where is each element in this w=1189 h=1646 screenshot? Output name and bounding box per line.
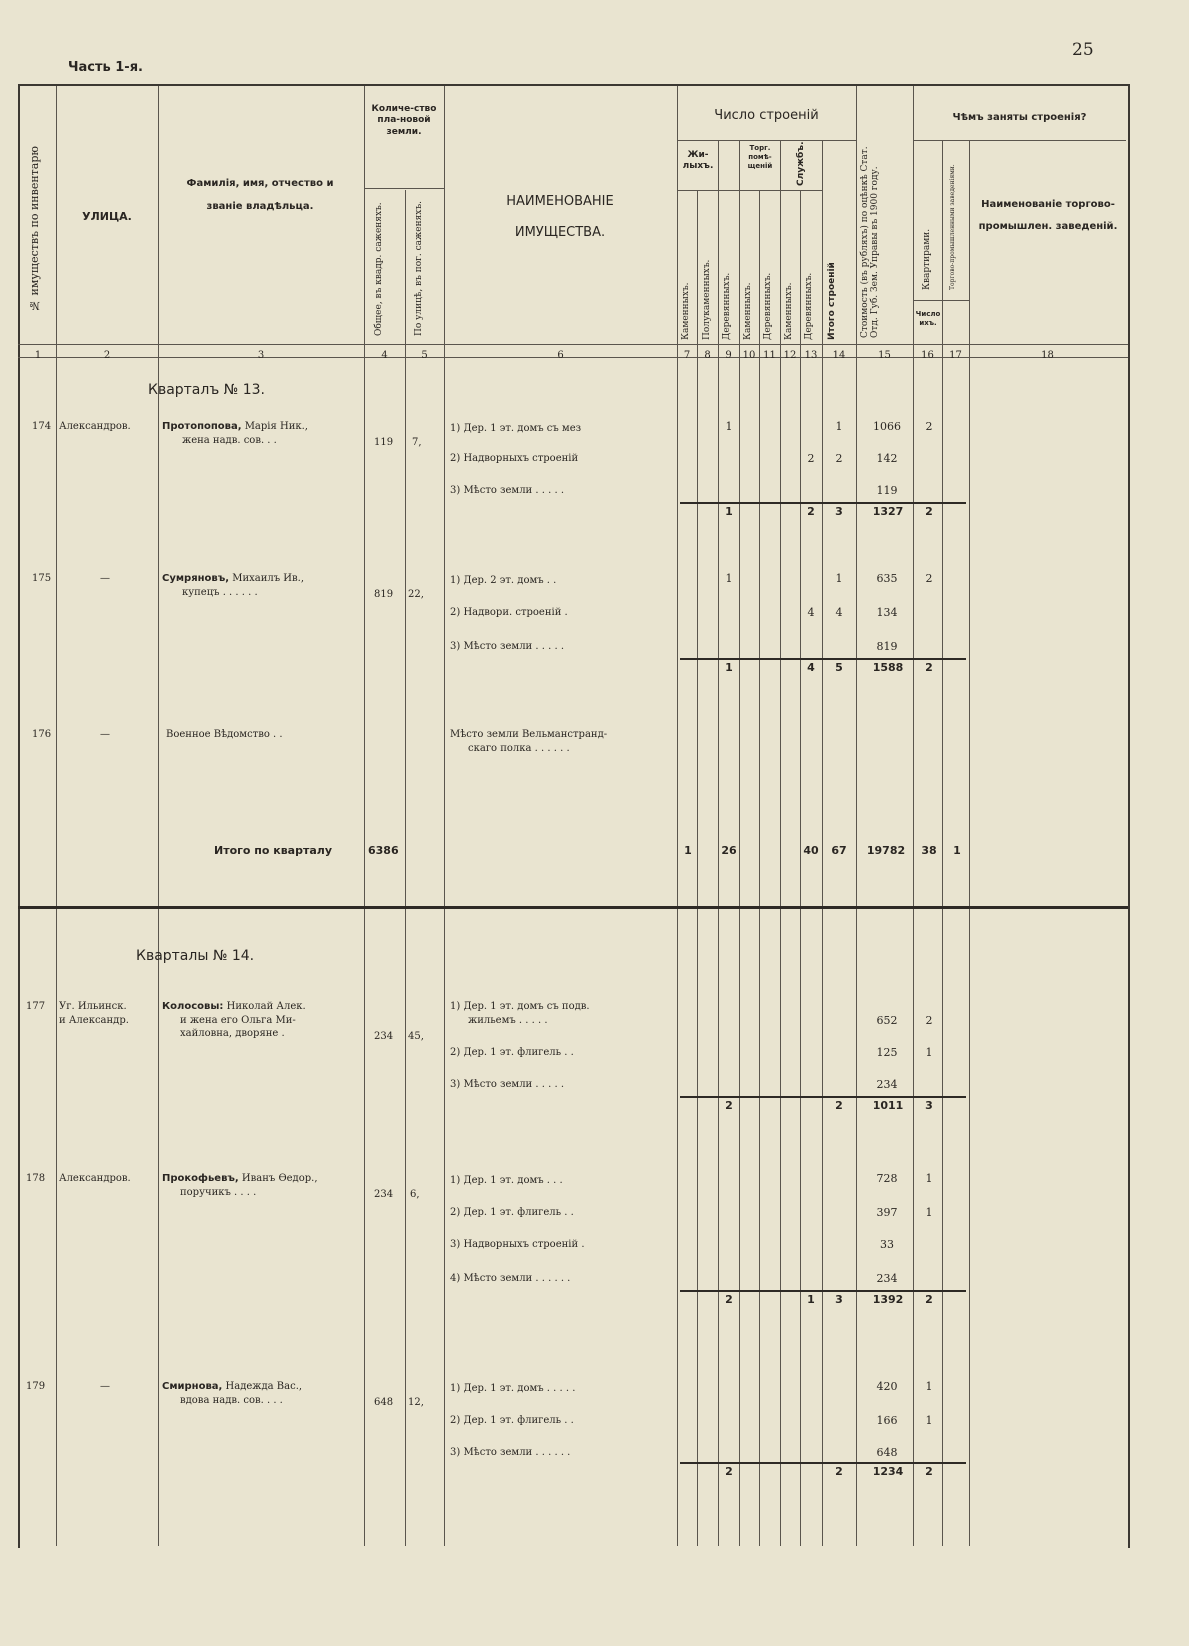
col-3-header: Фамилія, имя, отчество и званіе владѣльца. bbox=[186, 178, 334, 212]
entry-174-apartments: 2 bbox=[925, 420, 933, 433]
entry-174-cost-2: 142 bbox=[876, 452, 898, 465]
entry-175-row1-wooden-residential: 1 bbox=[725, 572, 733, 585]
col-number: 11 bbox=[763, 350, 776, 361]
col-number: 5 bbox=[421, 350, 428, 361]
entry-174-owner-name: Протопопова, bbox=[162, 421, 242, 432]
entry-178-area: 234 bbox=[374, 1189, 394, 1200]
quarter-13-total-label: Итого по кварталу bbox=[214, 844, 333, 857]
entry-174-subtotal-buildings: 3 bbox=[835, 505, 843, 518]
entry-177-street-line-2: и Александр. bbox=[59, 1014, 129, 1026]
entry-178-subtotal-wooden: 2 bbox=[725, 1293, 733, 1306]
entry-177-street-line-1: Уг. Ильинск. bbox=[59, 1001, 127, 1012]
col-number: 1 bbox=[34, 350, 42, 361]
entry-175-street: — bbox=[100, 573, 110, 584]
quarter-13-total-area: 6386 bbox=[368, 844, 399, 857]
col-9-header: Деревянныхъ. bbox=[722, 272, 732, 340]
entry-178-cost-4: 234 bbox=[876, 1272, 898, 1285]
entry-175-owner-name: Сумряновъ, bbox=[162, 573, 230, 584]
entry-177-cost-1: 652 bbox=[876, 1014, 898, 1027]
entry-175-street-length: 22, bbox=[408, 589, 424, 600]
col-number: 3 bbox=[257, 350, 265, 361]
col-divider bbox=[405, 190, 406, 1546]
entry-174-cost-3: 119 bbox=[876, 484, 898, 497]
entry-178-item-3: 3) Надворныхъ строеній . bbox=[450, 1239, 585, 1250]
entry-177-item-3: 3) Мѣсто земли . . . . . bbox=[450, 1079, 564, 1090]
entry-179-cost-1: 420 bbox=[876, 1380, 898, 1393]
entry-178-subtotal-cost: 1392 bbox=[872, 1293, 904, 1306]
entry-175-row2-wooden-service: 4 bbox=[807, 606, 815, 619]
entry-179-apartments-2: 1 bbox=[925, 1414, 933, 1427]
col-divider bbox=[856, 86, 857, 1546]
entry-178-cost-1: 728 bbox=[876, 1172, 898, 1185]
entry-174-street-length: 7, bbox=[412, 437, 422, 448]
entry-174-row1-wooden-residential: 1 bbox=[725, 420, 733, 433]
entry-179-owner-title: вдова надв. сов. . . . bbox=[180, 1394, 283, 1406]
entry-179-subtotal-line bbox=[680, 1462, 966, 1464]
entry-177-area: 234 bbox=[374, 1031, 394, 1042]
entry-179-cost-3: 648 bbox=[876, 1446, 898, 1459]
col-number: 8 bbox=[704, 350, 711, 361]
entry-179-area: 648 bbox=[374, 1397, 394, 1408]
service-group-header: Службъ. bbox=[796, 141, 806, 186]
entry-175-subtotal-service: 4 bbox=[807, 661, 815, 674]
col-number: 4 bbox=[381, 350, 388, 361]
col-number: 15 bbox=[878, 350, 891, 361]
entry-178-item-1: 1) Дер. 1 эт. домъ . . . bbox=[450, 1175, 563, 1186]
entry-175-number: 175 bbox=[32, 573, 52, 584]
entry-175-cost-3: 819 bbox=[876, 640, 898, 653]
entry-177-apartments-1: 2 bbox=[925, 1014, 933, 1027]
table-frame bbox=[18, 84, 1130, 1548]
col-number: 6 bbox=[557, 350, 564, 361]
entry-178-owner-rest: Иванъ Өедор., bbox=[241, 1173, 318, 1184]
col-14-header: Итого строеній bbox=[827, 262, 837, 340]
col-number: 17 bbox=[949, 350, 962, 361]
entry-175-cost-2: 134 bbox=[876, 606, 898, 619]
entry-179-owner-name: Смирнова, bbox=[162, 1381, 223, 1392]
entry-179-street: — bbox=[100, 1381, 110, 1392]
entry-174-subtotal-wooden: 1 bbox=[725, 505, 733, 518]
entry-179-subtotal-wooden: 2 bbox=[725, 1465, 733, 1478]
entry-176-item-line-2: скаго полка . . . . . . bbox=[468, 742, 570, 754]
entry-174-owner-title: жена надв. сов. . . bbox=[182, 434, 277, 446]
entry-174-subtotal-apartments: 2 bbox=[925, 505, 933, 518]
entry-179-item-2: 2) Дер. 1 эт. флигель . . bbox=[450, 1415, 574, 1426]
entry-177-cost-2: 125 bbox=[876, 1046, 898, 1059]
entry-174-item-3: 3) Мѣсто земли . . . . . bbox=[450, 485, 564, 496]
entry-175-row2-total: 4 bbox=[835, 606, 843, 619]
entry-177-subtotal-apartments: 3 bbox=[925, 1099, 933, 1112]
entry-175-subtotal-wooden: 1 bbox=[725, 661, 733, 674]
entry-174-subtotal-line bbox=[680, 502, 966, 504]
entry-178-cost-3: 33 bbox=[880, 1238, 894, 1251]
entry-177-owner-line-3: хайловна, дворяне . bbox=[180, 1028, 285, 1039]
entry-175-owner-rest: Михаилъ Ив., bbox=[232, 573, 304, 584]
page-number: 25 bbox=[1072, 40, 1094, 60]
entry-179-item-1: 1) Дер. 1 эт. домъ . . . . . bbox=[450, 1383, 576, 1394]
col-divider bbox=[158, 86, 159, 1546]
entry-174-row2-wooden-service: 2 bbox=[807, 452, 815, 465]
quarter-13-total-service: 40 bbox=[803, 844, 819, 857]
entry-174-row1-total: 1 bbox=[835, 420, 843, 433]
col-17-header: Торгово-промышленными заведеніями. bbox=[949, 164, 956, 290]
entry-179-subtotal-cost: 1234 bbox=[872, 1465, 904, 1478]
row-divider bbox=[18, 344, 1128, 345]
entry-174-item-2: 2) Надворныхъ строеній bbox=[450, 453, 579, 464]
col-divider bbox=[364, 86, 365, 1546]
entry-178-subtotal-line bbox=[680, 1290, 966, 1292]
entry-177-item-1-cont: жильемъ . . . . . bbox=[468, 1015, 548, 1026]
quarter-14-title: Кварталы № 14. bbox=[136, 948, 255, 964]
row-divider bbox=[677, 190, 822, 191]
quarter-13-title: Кварталъ № 13. bbox=[148, 382, 265, 398]
entry-179-owner bbox=[162, 1380, 302, 1407]
col-6-header: НАИМЕНОВАНІЕ ИМУЩЕСТВА. bbox=[506, 194, 614, 241]
col-divider bbox=[677, 86, 678, 1546]
entry-175-item-3: 3) Мѣсто земли . . . . . bbox=[450, 641, 564, 652]
col-number: 13 bbox=[804, 350, 818, 361]
entry-178-apartments-2: 1 bbox=[925, 1206, 933, 1219]
entry-177-street-length: 45, bbox=[408, 1031, 424, 1042]
col-divider bbox=[56, 86, 57, 1546]
col-number: 14 bbox=[832, 350, 846, 361]
entry-174-number: 174 bbox=[32, 421, 52, 432]
entry-177-owner-name: Колосовы: bbox=[162, 1001, 224, 1012]
entry-177-item-2: 2) Дер. 1 эт. флигель . . bbox=[450, 1047, 574, 1058]
col-16-subheader: Число ихъ. bbox=[915, 310, 941, 327]
part-label: Часть 1-я. bbox=[68, 60, 143, 75]
entry-177-subtotal-buildings: 2 bbox=[835, 1099, 843, 1112]
entry-178-street-length: 6, bbox=[410, 1189, 420, 1200]
entry-179-item-3: 3) Мѣсто земли . . . . . . bbox=[450, 1447, 571, 1458]
entry-178-subtotal-service: 1 bbox=[807, 1293, 815, 1306]
row-divider bbox=[913, 300, 969, 301]
entry-174-subtotal-service: 2 bbox=[807, 505, 815, 518]
entry-176-owner: Военное Вѣдомство . . bbox=[166, 729, 283, 740]
entry-174-item-1: 1) Дер. 1 эт. домъ съ мез bbox=[450, 423, 582, 434]
entry-178-apartments-1: 1 bbox=[925, 1172, 933, 1185]
col-number: 9 bbox=[725, 350, 732, 361]
entry-179-subtotal-buildings: 2 bbox=[835, 1465, 843, 1478]
entry-175-owner bbox=[162, 572, 304, 599]
entry-175-cost-1: 635 bbox=[876, 572, 898, 585]
row-divider bbox=[913, 140, 1126, 141]
entry-179-number: 179 bbox=[26, 1381, 46, 1392]
col-divider bbox=[800, 190, 801, 1546]
entry-179-apartments-1: 1 bbox=[925, 1380, 933, 1393]
entry-178-subtotal-apartments: 2 bbox=[925, 1293, 933, 1306]
col-4-header: Общее, въ квадр. саженяхъ. bbox=[374, 202, 384, 336]
entry-175-item-2: 2) Надвори. строеній . bbox=[450, 607, 568, 618]
entry-174-street: Александров. bbox=[59, 421, 131, 432]
col-11-header: Деревянныхъ. bbox=[763, 272, 773, 340]
col-2-header: УЛИЦА. bbox=[82, 210, 132, 223]
entry-174-owner bbox=[162, 420, 308, 447]
entry-174-subtotal-cost: 1327 bbox=[872, 505, 904, 518]
entry-176-street: — bbox=[100, 729, 110, 740]
quarter-13-total-trade: 1 bbox=[953, 844, 961, 857]
entry-179-cost-2: 166 bbox=[876, 1414, 898, 1427]
col-divider bbox=[697, 190, 698, 1546]
entry-176-item bbox=[450, 728, 607, 755]
col-number: 10 bbox=[742, 350, 756, 361]
col-divider bbox=[444, 86, 445, 1546]
entry-178-owner-name: Прокофьевъ, bbox=[162, 1173, 239, 1184]
col-7-header: Каменныхъ. bbox=[681, 282, 691, 340]
entry-178-owner-title: поручикъ . . . . bbox=[180, 1186, 257, 1198]
quarter-separator bbox=[18, 906, 1128, 909]
entry-179-owner-rest: Надежда Вас., bbox=[225, 1381, 303, 1392]
col-divider bbox=[759, 190, 760, 1546]
entry-177-item-1: 1) Дер. 1 эт. домъ съ подв. bbox=[450, 1001, 590, 1012]
entry-175-row1-total: 1 bbox=[835, 572, 843, 585]
col-13-header: Деревянныхъ. bbox=[804, 272, 814, 340]
row-divider bbox=[677, 140, 856, 141]
col-number: 12 bbox=[783, 350, 797, 361]
entry-178-number: 178 bbox=[26, 1173, 46, 1184]
col-18-header: Наименованіе торгово-промышлен. заведеній. bbox=[978, 199, 1118, 232]
entry-174-owner-rest: Марія Ник., bbox=[244, 421, 308, 432]
entry-175-subtotal-buildings: 5 bbox=[835, 661, 843, 674]
entry-177-apartments-2: 1 bbox=[925, 1046, 933, 1059]
col-4-5-group-header: Количе-ство пла-новой земли. bbox=[371, 104, 437, 137]
entry-177-subtotal-wooden: 2 bbox=[725, 1099, 733, 1112]
col-number: 18 bbox=[1041, 350, 1054, 361]
entry-177-owner-rest: Николай Алек. bbox=[226, 1001, 306, 1012]
col-7-14-group-header: Число строеній bbox=[714, 108, 819, 123]
col-1-header: № имуществъ по инвентарю bbox=[28, 146, 41, 312]
entry-175-subtotal-apartments: 2 bbox=[925, 661, 933, 674]
quarter-13-total-wooden: 26 bbox=[721, 844, 737, 857]
quarter-13-total-stone: 1 bbox=[684, 844, 692, 857]
col-5-header: По улицѣ, въ пог. саженяхъ. bbox=[414, 201, 424, 336]
row-divider bbox=[364, 188, 444, 189]
col-15-header: Стоимость (въ рубляхъ) по оцѣнкѣ Стат. Отд. Губ. Зем. Управы въ 1900 году. bbox=[860, 146, 880, 338]
entry-175-owner-title: купецъ . . . . . . bbox=[182, 586, 258, 598]
entry-177-number: 177 bbox=[26, 1001, 46, 1012]
entry-179-street-length: 12, bbox=[408, 1397, 424, 1408]
entry-177-subtotal-cost: 1011 bbox=[872, 1099, 904, 1112]
residential-group-header: Жи-лыхъ. bbox=[682, 150, 714, 172]
entry-175-subtotal-cost: 1588 bbox=[872, 661, 904, 674]
entry-175-area: 819 bbox=[374, 589, 394, 600]
col-number: 2 bbox=[103, 350, 111, 361]
entry-178-street: Александров. bbox=[59, 1173, 131, 1184]
entry-174-cost-1: 1066 bbox=[873, 420, 901, 433]
entry-178-owner bbox=[162, 1172, 318, 1199]
entry-175-subtotal-line bbox=[680, 658, 966, 660]
entry-178-item-2: 2) Дер. 1 эт. флигель . . bbox=[450, 1207, 574, 1218]
entry-175-apartments: 2 bbox=[925, 572, 933, 585]
entry-177-owner bbox=[162, 1000, 306, 1041]
entry-177-street bbox=[59, 1000, 129, 1027]
quarter-13-total-cost: 19782 bbox=[866, 844, 906, 857]
entry-177-owner-line-2: и жена его Ольга Ми- bbox=[180, 1014, 296, 1026]
col-16-header: Квартирами. bbox=[922, 228, 932, 290]
trade-premises-group-header: Торг. помѣ-щеній bbox=[747, 144, 773, 170]
col-number: 16 bbox=[921, 350, 934, 361]
entry-175-item-1: 1) Дер. 2 эт. домъ . . bbox=[450, 575, 557, 586]
entry-178-cost-2: 397 bbox=[876, 1206, 898, 1219]
entry-176-item-line-1: Мѣсто земли Вельманстранд- bbox=[450, 729, 608, 740]
entry-177-subtotal-line bbox=[680, 1096, 966, 1098]
col-16-18-group-header: Чѣмъ заняты строенія? bbox=[952, 112, 1087, 123]
entry-178-item-4: 4) Мѣсто земли . . . . . . bbox=[450, 1273, 571, 1284]
entry-177-cost-3: 234 bbox=[876, 1078, 898, 1091]
entry-178-subtotal-buildings: 3 bbox=[835, 1293, 843, 1306]
quarter-13-total-buildings: 67 bbox=[831, 844, 847, 857]
col-8-header: Полукаменныхъ. bbox=[702, 259, 712, 340]
col-divider bbox=[913, 86, 914, 1546]
entry-179-subtotal-apartments: 2 bbox=[925, 1465, 933, 1478]
quarter-13-total-apartments: 38 bbox=[921, 844, 937, 857]
col-number: 7 bbox=[683, 350, 691, 361]
entry-174-row2-total: 2 bbox=[835, 452, 843, 465]
col-12-header: Каменныхъ. bbox=[784, 282, 794, 340]
col-10-header: Каменныхъ. bbox=[743, 282, 753, 340]
entry-176-number: 176 bbox=[32, 729, 52, 740]
entry-174-area: 119 bbox=[374, 437, 394, 448]
